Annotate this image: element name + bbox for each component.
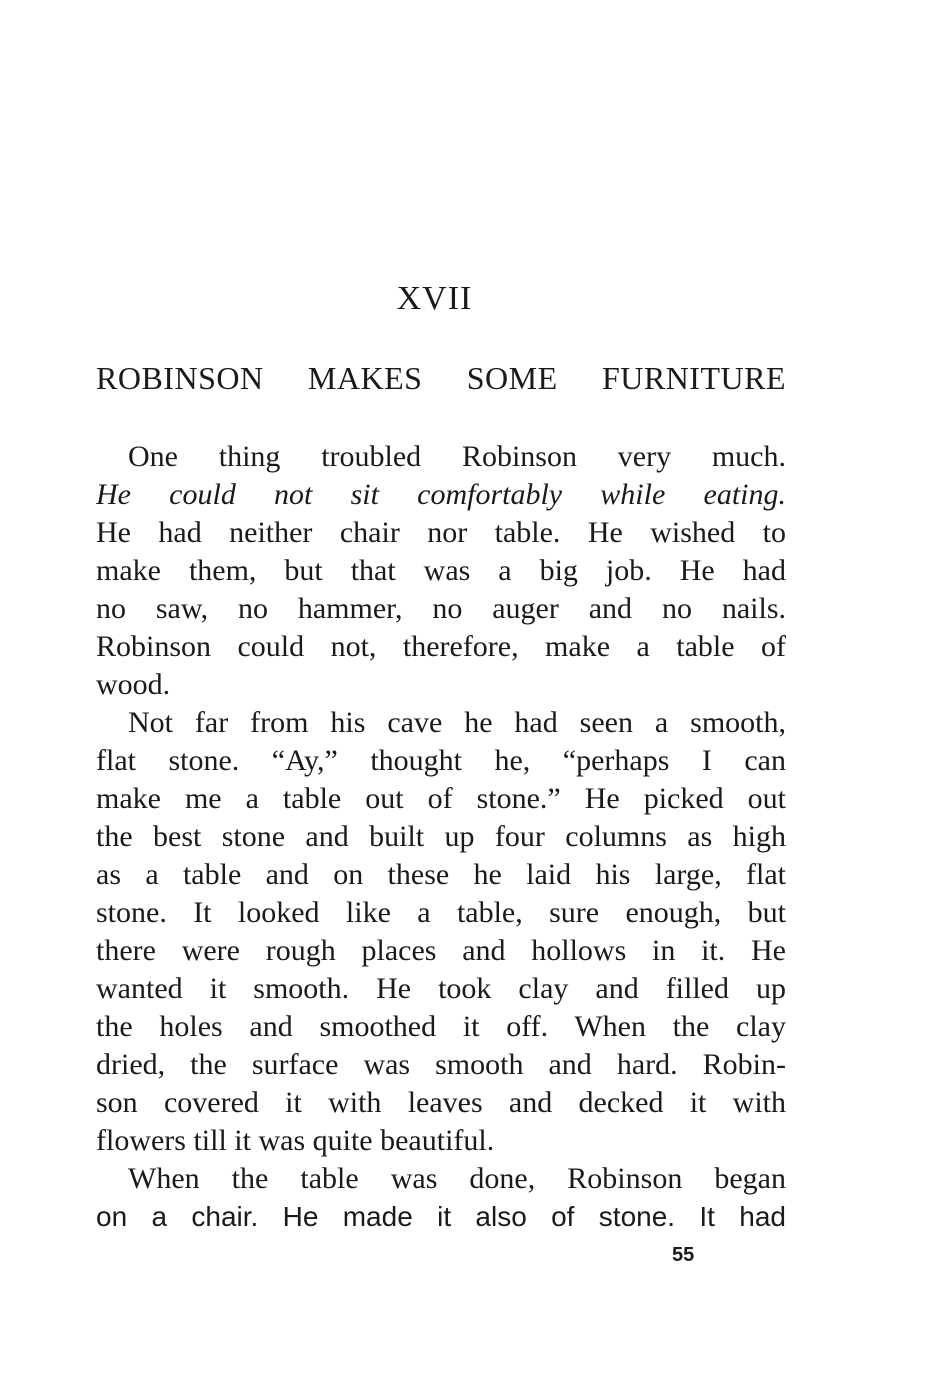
text-line: on a chair. He made it also of stone. It had bbox=[96, 1201, 786, 1232]
text-line: no saw, no hammer, no auger and no nails. bbox=[96, 592, 786, 625]
chapter-number: XVII bbox=[396, 280, 473, 317]
text-line: as a table and on these he laid his large, flat bbox=[96, 858, 786, 891]
text-line: make them, but that was a big job. He had bbox=[96, 554, 786, 587]
text-line: flat stone. “Ay,” thought he, “perhaps I can bbox=[96, 744, 786, 777]
text-line: son covered it with leaves and decked it with bbox=[96, 1086, 786, 1119]
text-line: He had neither chair nor table. He wished to bbox=[96, 516, 786, 549]
text-line: Robinson could not, therefore, make a table of bbox=[96, 630, 786, 663]
text-line: the best stone and built up four columns as high bbox=[96, 820, 786, 853]
text-line: stone. It looked like a table, sure enough, but bbox=[96, 896, 786, 929]
page-number: 55 bbox=[672, 1244, 695, 1266]
chapter-title: ROBINSON MAKES SOME FURNITURE bbox=[96, 360, 786, 396]
text-line: When the table was done, Robinson began bbox=[128, 1162, 786, 1195]
text-line: make me a table out of stone.” He picked out bbox=[96, 782, 786, 815]
text-line: One thing troubled Robinson very much. bbox=[128, 440, 786, 473]
text-line: dried, the surface was smooth and hard. Robin- bbox=[96, 1048, 786, 1081]
text-line: flowers till it was quite beautiful. bbox=[96, 1124, 495, 1157]
text-line: there were rough places and hollows in it. He bbox=[96, 934, 786, 967]
text-line: wood. bbox=[96, 668, 171, 701]
text-line: Not far from his cave he had seen a smooth, bbox=[128, 706, 786, 739]
text-line: He could not sit comfortably while eating. bbox=[96, 478, 786, 511]
text-line: wanted it smooth. He took clay and filled up bbox=[96, 972, 786, 1005]
body-text bbox=[96, 438, 786, 1236]
text-line: the holes and smoothed it off. When the clay bbox=[96, 1010, 786, 1043]
